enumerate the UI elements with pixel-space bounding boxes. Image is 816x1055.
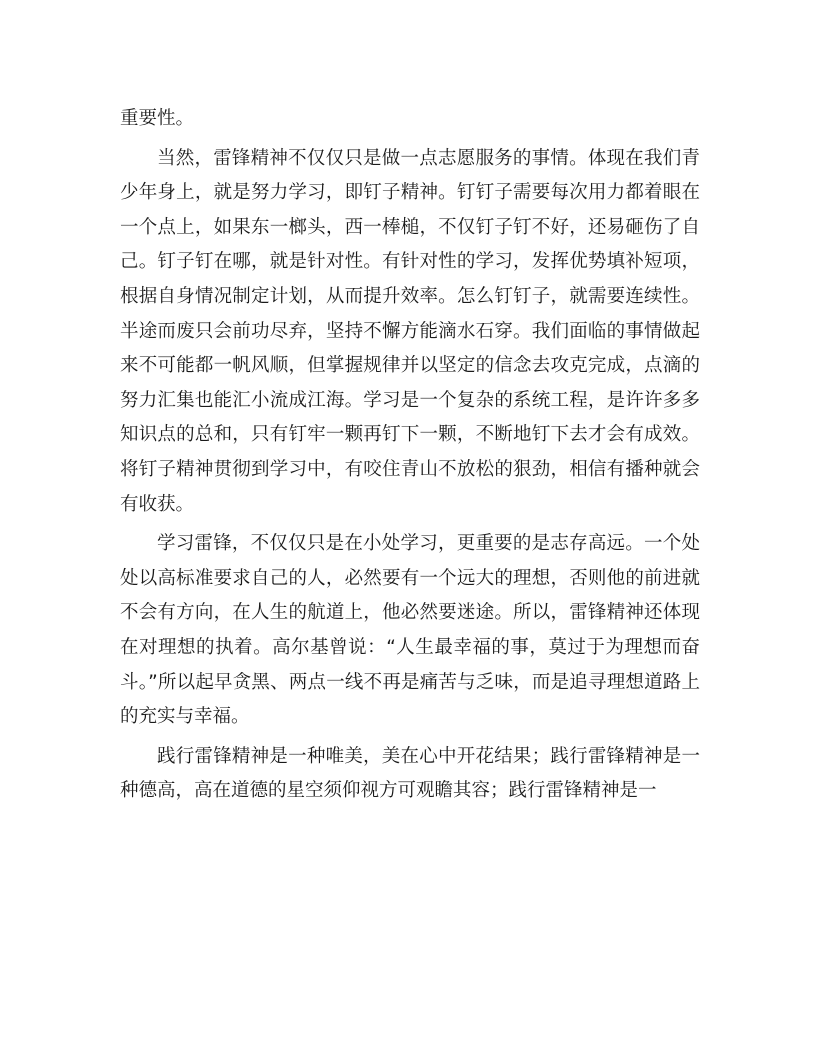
paragraph-ideals: 学习雷锋，不仅仅只是在小处学习，更重要的是志存高远。一个处处以高标准要求自己的人，必然要有一个远大的理想，否则他的前进就不会有方向，在人生的航道上，他必然要迷途。所以，雷锋精神还体现在对理想的执着。高尔基曾说：“人生最幸福的事，莫过于为理想而奋斗。”所以起早贪黑、两点一线不再是痛苦与乏味，而是追寻理想道路上的充实与幸福。 (120, 533, 700, 728)
document-body (120, 102, 700, 809)
paragraph-continuation: 重要性。 (120, 108, 195, 129)
paragraph-practice: 践行雷锋精神是一种唯美，美在心中开花结果；践行雷锋精神是一种德高，高在道德的星空须仰视方可观瞻其容；践行雷锋精神是一 (120, 745, 700, 802)
paragraph-nail-spirit: 当然，雷锋精神不仅仅只是做一点志愿服务的事情。体现在我们青少年身上，就是努力学习，即钉子精神。钉钉子需要每次用力都着眼在一个点上，如果东一榔头，西一棒槌，不仅钉子钉不好，还易砸伤了自己。钉子钉在哪，就是针对性。有针对性的学习，发挥优势填补短项，根据自身情况制定计划，从而提升效率。怎么钉钉子，就需要连续性。半途而废只会前功尽弃，坚持不懈方能滴水石穿。我们面临的事情做起来不可能都一帆风顺，但掌握规律并以坚定的信念去攻克完成，点滴的努力汇集也能汇小流成江海。学习是一个复杂的系统工程，是许许多多知识点的总和，只有钉牢一颗再钉下一颗，不断地钉下去才会有成效。将钉子精神贯彻到学习中，有咬住青山不放松的狠劲，相信有播种就会有收获。 (120, 147, 700, 515)
